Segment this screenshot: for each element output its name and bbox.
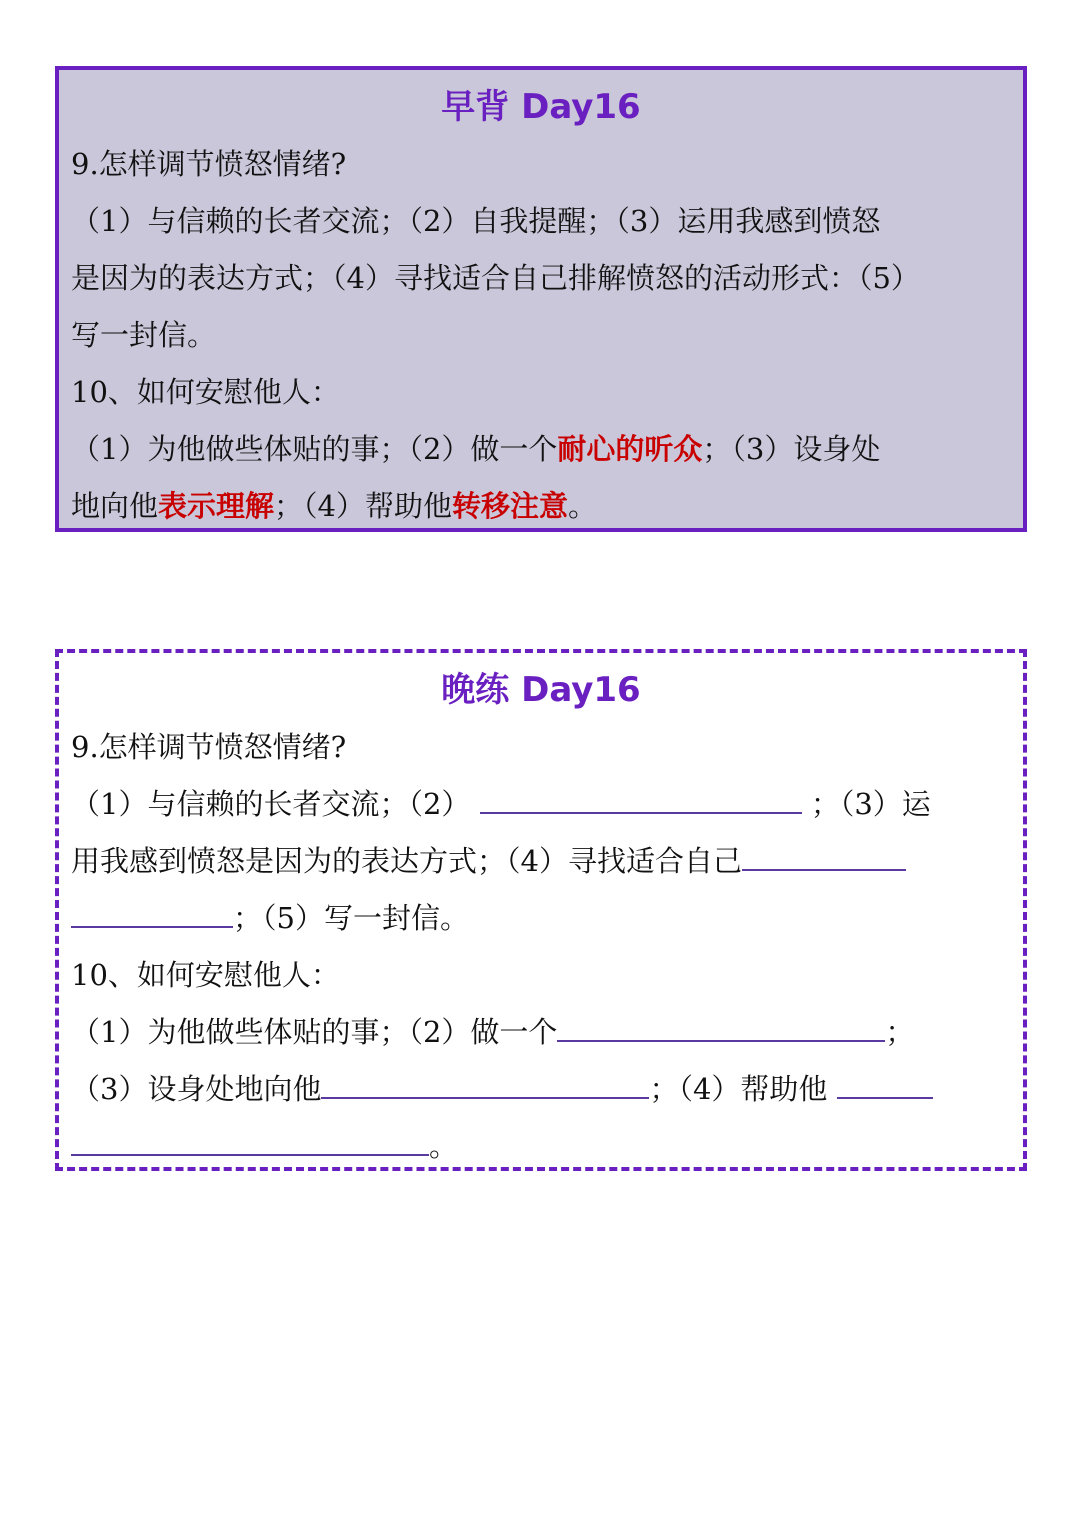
practice-text: ；（3）运	[810, 787, 931, 821]
evening-title: 晚练 Day16	[441, 670, 641, 710]
practice-text: ；（5）写一封信。	[233, 901, 469, 935]
answer-10-text: （1）为他做些体贴的事；（2）做一个	[71, 432, 558, 466]
practice-10-line-2	[71, 1061, 1011, 1118]
question-10: 10、如何安慰他人：	[71, 375, 340, 409]
practice-9-line-2	[71, 833, 1011, 890]
answer-9-line-2: 是因为的表达方式；（4）寻找适合自己排解愤怒的活动形式：（5）	[71, 261, 920, 295]
key-phrase: 表示理解	[158, 489, 275, 523]
fill-blank[interactable]	[742, 845, 906, 871]
practice-10-line-3	[71, 1118, 1011, 1175]
fill-blank[interactable]	[837, 1073, 933, 1099]
practice-9-line-3	[71, 890, 1011, 947]
fill-blank[interactable]	[71, 902, 233, 928]
answer-9-line-3: 写一封信。	[71, 318, 217, 352]
practice-text: ；	[885, 1015, 915, 1049]
key-phrase: 转移注意	[451, 489, 568, 523]
practice-9-line-1	[71, 776, 1011, 833]
question-9: 9.怎样调节愤怒情绪?	[71, 730, 347, 764]
answer-10-text: 。	[568, 489, 598, 523]
answer-10-text: 地向他	[71, 489, 159, 523]
question-9: 9.怎样调节愤怒情绪?	[71, 147, 347, 181]
answer-10-text: ；（3）设身处	[702, 432, 881, 466]
practice-text: （1）与信赖的长者交流；（2）	[71, 787, 471, 821]
fill-blank[interactable]	[71, 1130, 429, 1156]
fill-blank[interactable]	[480, 788, 802, 814]
practice-10-line-1	[71, 1004, 1011, 1061]
fill-blank[interactable]	[321, 1073, 649, 1099]
practice-text: （1）为他做些体贴的事；（2）做一个	[71, 1015, 558, 1049]
answer-9-line-1: （1）与信赖的长者交流；（2）自我提醒；（3）运用我感到愤怒	[71, 204, 881, 238]
morning-review-card	[55, 66, 1027, 532]
practice-text: 用我感到愤怒是因为的表达方式；（4）寻找适合自己	[71, 844, 742, 878]
question-10: 10、如何安慰他人：	[71, 958, 340, 992]
practice-text: 。	[429, 1129, 459, 1163]
morning-title: 早背 Day16	[441, 87, 641, 127]
answer-10-line-2	[71, 478, 1011, 535]
fill-blank[interactable]	[557, 1016, 885, 1042]
practice-text: （3）设身处地向他	[71, 1072, 322, 1106]
answer-10-text: ；（4）帮助他	[274, 489, 452, 523]
key-phrase: 耐心的听众	[557, 432, 703, 466]
evening-practice-card	[55, 649, 1027, 1171]
practice-text: ；（4）帮助他	[649, 1072, 828, 1106]
answer-10-line-1	[71, 421, 1011, 478]
